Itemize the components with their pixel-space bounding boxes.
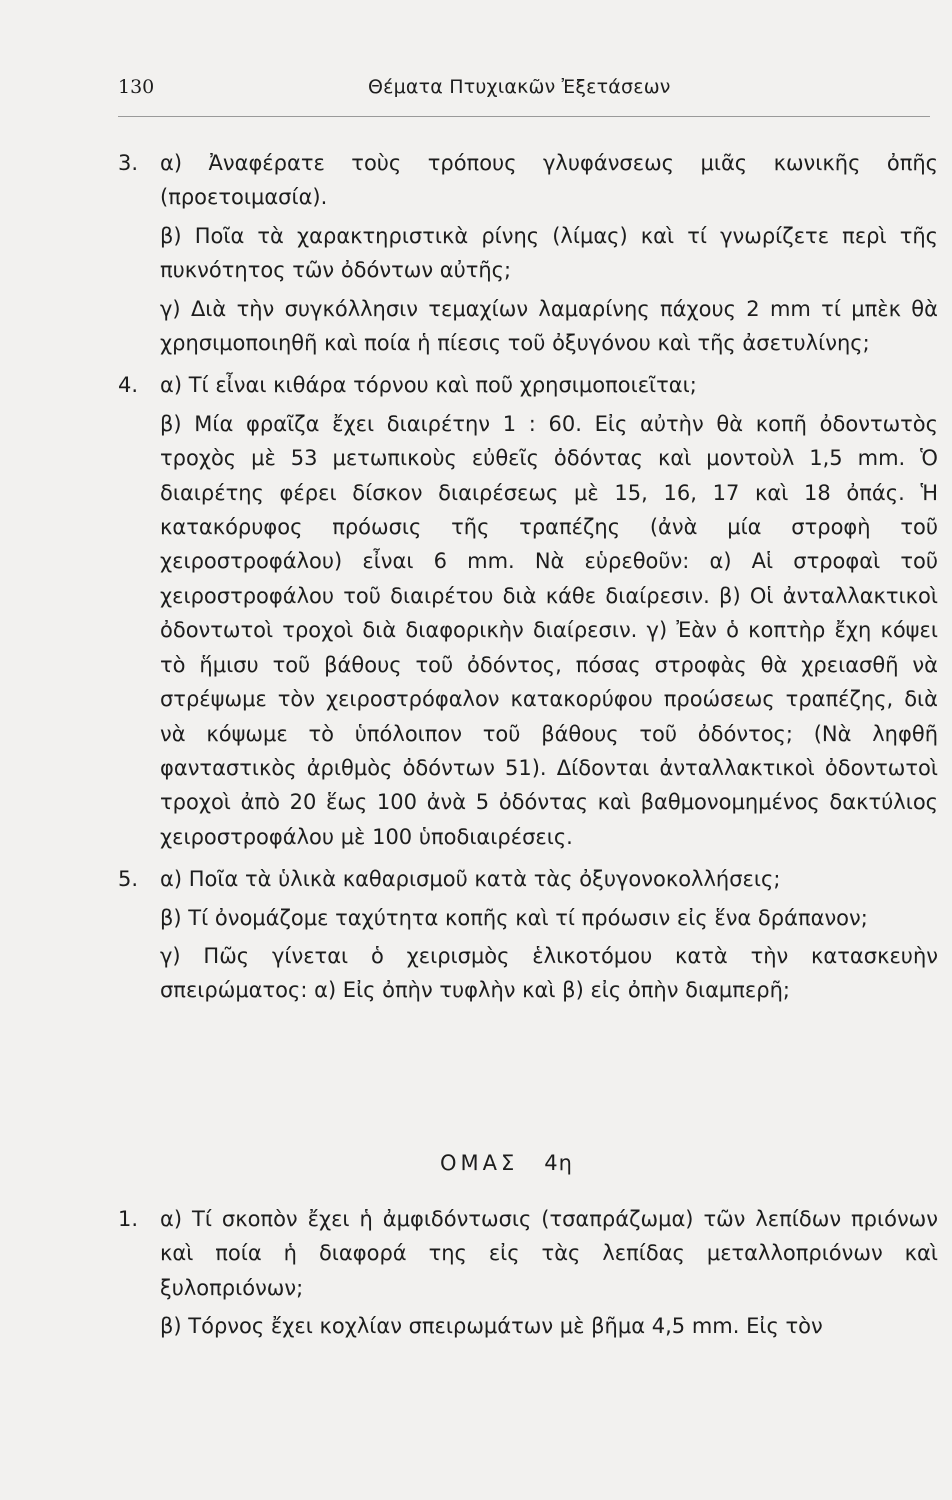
question-part: α) Τί εἶναι κιθάρα τόρνου καὶ ποῦ χρησιμοποιεῖται; — [160, 373, 697, 398]
question-number: 1. — [118, 1207, 139, 1231]
section-title: ΟΜΑΣ — [440, 1151, 519, 1175]
header-rule — [118, 116, 930, 117]
question-4 — [118, 368, 938, 854]
questions-list-2 — [118, 1202, 938, 1344]
page-number: 130 — [118, 76, 155, 98]
question-1 — [118, 1202, 938, 1344]
question-part: γ) Πῶς γίνεται ὁ χειρισμὸς ἑλικοτόμου κατὰ τὴν κατασκευὴν σπειρώματος: α) Εἰς ὀπὴν τυφλὴν καὶ β) εἰς ὀπὴν διαμπερῆ; — [160, 943, 938, 1003]
question-part: β) Ποῖα τὰ χαρακτηριστικὰ ρίνης (λίμας) καὶ τί γνωρίζετε περὶ τῆς πυκνότητος τῶν ὀδόντων αὐτῆς; — [160, 223, 938, 283]
question-part: α) Ἀναφέρατε τοὺς τρόπους γλυφάνσεως μιᾶς κωνικῆς ὀπῆς (προετοιμασία). — [160, 151, 938, 210]
question-part: β) Τόρνος ἔχει κοχλίαν σπειρωμάτων μὲ βῆμα 4,5 mm. Εἰς τὸν — [160, 1314, 823, 1339]
section-heading — [440, 1151, 573, 1175]
question-number: 5. — [118, 867, 139, 892]
question-number: 3. — [118, 151, 139, 175]
question-part: β) Τί ὀνομάζομε ταχύτητα κοπῆς καὶ τί πρόωσιν εἰς ἕνα δράπανον; — [160, 905, 868, 930]
question-part: α) Ποῖα τὰ ὑλικὰ καθαρισμοῦ κατὰ τὰς ὀξυγονοκολλήσεις; — [160, 867, 781, 892]
page-header — [118, 76, 934, 106]
question-3 — [118, 146, 938, 360]
questions-list — [118, 146, 938, 1008]
question-5 — [118, 862, 938, 1008]
question-number: 4. — [118, 373, 139, 398]
question-part: β) Μία φραῖζα ἔχει διαιρέτην 1 : 60. Εἰς αὐτὴν θὰ κοπῆ ὀδοντωτὸς τροχὸς μὲ 53 μετωπικοὺς εὐθεῖς ὀδόντας καὶ μοντοὺλ 1,5 mm. Ὁ διαιρέτης φέρει δίσκον διαιρέσεως μὲ 15, 16, 17 καὶ 18 ὀπάς. Ἡ κατακόρυφος πρόωσις τῆς τραπέζης (ἀνὰ μία στροφὴ τοῦ χειροστροφάλου) εἶναι 6 mm. Νὰ εὑρεθοῦν: α) Αἱ στροφαὶ τοῦ χειροστροφάλου τοῦ διαιρέτου διὰ κάθε διαίρεσιν. β) Οἱ ἀνταλλακτικοὶ ὀδοντωτοὶ τροχοὶ διὰ διαφορικὴν διαίρεσιν. γ) Ἐὰν ὁ κοπτὴρ ἔχη κόψει τὸ ἥμισυ τοῦ βάθους τοῦ ὀδόντος, πόσας στροφὰς θὰ χρειασθῆ νὰ στρέψωμε τὸν χειροστρόφαλον κατακορύφου προώσεως τραπέζης, διὰ νὰ κόψωμε τὸ ὑπόλοιπον τοῦ βάθους τοῦ ὀδόντος; (Νὰ ληφθῆ φανταστικὸς ἀριθμὸς ὀδόντων 51). Δίδονται ἀνταλλακτικοὶ ὀδοντωτοὶ τροχοὶ ἀπὸ 20 ἕως 100 ἀνὰ 5 ὀδόντας καὶ βαθμονομημένος δακτύλιος χειροστροφάλου μὲ 100 ὑποδιαιρέσεις. — [160, 411, 938, 849]
section-number: 4η — [544, 1151, 573, 1175]
question-part: α) Τί σκοπὸν ἔχει ἡ ἀμφιδόντωσις (τσαπράζωμα) τῶν λεπίδων πριόνων καὶ ποία ἡ διαφορά της εἰς τὰς λεπίδας μεταλλοπριόνων καὶ ξυλοπριόνων; — [160, 1207, 938, 1300]
running-title: Θέματα Πτυχιακῶν Ἐξετάσεων — [368, 76, 671, 98]
question-part: γ) Διὰ τὴν συγκόλλησιν τεμαχίων λαμαρίνης πάχους 2 mm τί μπὲκ θὰ χρησιμοποιηθῆ καὶ ποία ἡ πίεσις τοῦ ὀξυγόνου καὶ τῆς ἀσετυλίνης; — [160, 296, 938, 356]
